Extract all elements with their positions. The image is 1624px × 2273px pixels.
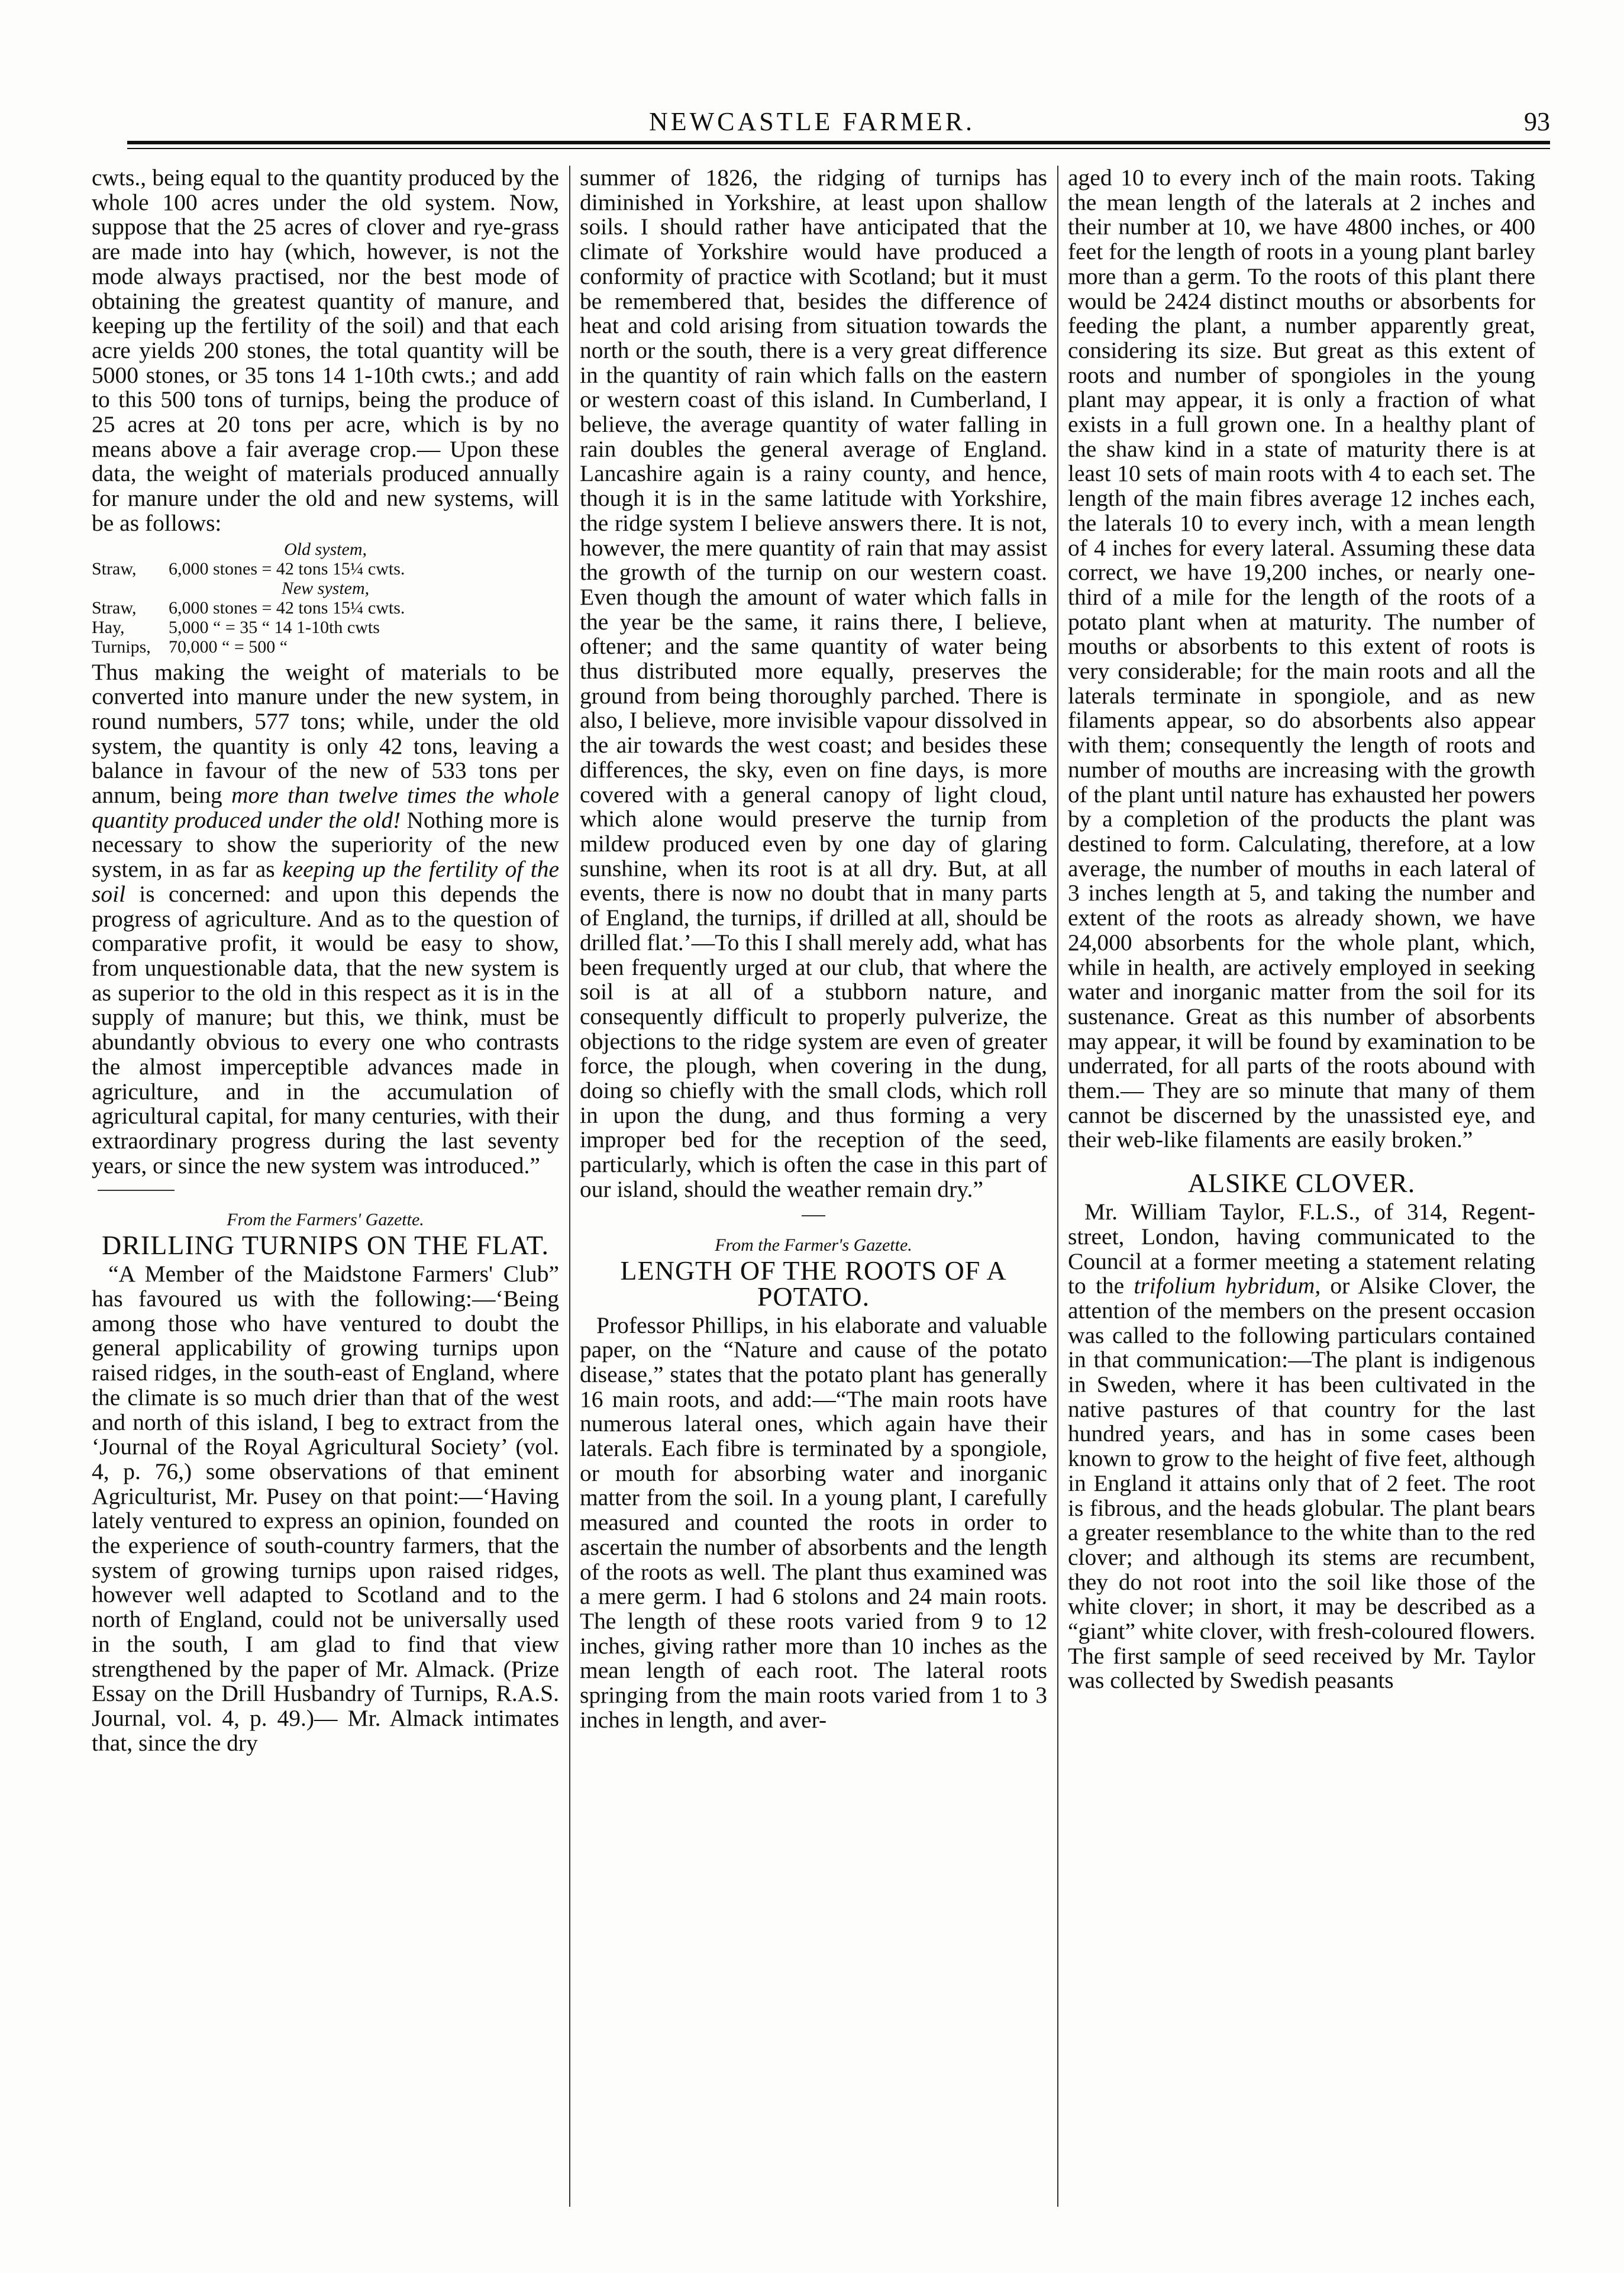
table-row xyxy=(92,618,559,637)
article-title: DRILLING TURNIPS ON THE FLAT. xyxy=(101,1230,550,1261)
article-title: ALSIKE CLOVER. xyxy=(1187,1168,1416,1199)
italic-emphasis: keeping up the fertility of the soil xyxy=(92,856,559,907)
article-title: LENGTH OF THE ROOTS OF A POTATO. xyxy=(620,1255,1007,1312)
column-divider xyxy=(1057,166,1058,2207)
article-paragraph: Professor Phillips, in his elaborate and valuable paper, on the “Nature and cause of the potato disease,” states that the potato plant has generally 16 main roots, and add:—“The main roots have numerous lateral ones, which again have their laterals. Each fibre is terminated by a spongiole, or mouth for absorbing water and inorganic matter from the soil. In a young plant, I carefully measured and counted the roots in order to ascertain the number of absorbents and the length of the roots as well. The plant thus examined was a mere germ. I had 6 stolons and 24 main roots. The length of these roots varied from 9 to 12 inches, giving rather more than 10 inches as the mean length of each root. The lateral roots springing from the main roots varied from 1 to 3 inches in length, and aver- xyxy=(580,1312,1047,1733)
text-run: or Alsike Clover, the attention of the members on the present occasion was called to the following particulars contained in that communication:—The plant is indigenous in Sweden, where it has been cultivated in the native pastures of that country for the last hundred years, and has in some cases been known to grow to the height of five feet, although in England it attains only that of 2 feet. The root is fibrous, and the heads globular. The plant bears a greater resemblance to the white than to the red clover; and although its stems are recumbent, they do not root into the soil like those of the white clover; in short, it may be described as a “giant” white clover, with fresh-coloured flowers. The first sample of seed received by Mr. Taylor was collected by Swedish peasants xyxy=(1068,1273,1535,1694)
source-credit: From the Farmers' Gazette. xyxy=(227,1210,424,1230)
column-divider xyxy=(569,166,570,2207)
table-row-value: 6,000 stones = 42 tons 15¼ cwts. xyxy=(169,558,405,579)
table-row-value: 5,000 “ = 35 “ 14 1-10th cwts xyxy=(169,617,380,637)
article-paragraph: aged 10 to every inch of the main roots. Taking the mean length of the laterals at 2 inches and their number at 10, we have 4800 inches, or 400 feet for the length of roots in a young plant barley more than a germ. To the roots of this plant there would be 2424 distinct mouths or absorbents for feeding the plant, a number apparently great, considering its size. But great as this extent of roots and number of spongioles in the young plant may appear, it is only a fraction of what exists in a full grown one. In a healthy plant of the shaw kind in a state of maturity there is at least 10 sets of main roots with 4 to each set. The length of the main fibres average 12 inches each, the laterals 10 to every inch, with a mean length of 4 inches for every lateral. Assuming these data correct, we have 19,200 inches, or nearly one-third of a mile for the length of the roots of a potato plant when at maturity. The number of mouths or absorbents to this extent of roots is very considerable; for the main roots and all the laterals terminate in spongiole, and as new filaments appear, so do absorbents also appear with them; consequently the length of roots and number of mouths are increasing with the growth of the plant until nature has exhausted her powers by a completion of the products the plant was destined to form. Calculating, therefore, at a low average, the number of mouths in each lateral of 3 inches length at 5, and taking the number and extent of the roots as already shown, we have 24,000 absorbents for the whole plant, which, while in health, are actively employed in seeking water and inorganic matter from the soil for its sustenance. Great as this number of absorbents may appear, it will be found by examination to be underrated, for all parts of the roots abound with them.— They are so minute that many of them cannot be discerned by the unassisted eye, and their web-like filaments are easily broken.” xyxy=(1068,164,1535,1153)
text-run: Thus making the weight of materials to be converted into manure under the new system, in round numbers, 577 tons; while, under the old system, the quantity is only 42 tons, leaving a balance in favour of the new of 533 tons per annum, being xyxy=(92,658,559,809)
header-rule-thin xyxy=(127,148,1550,149)
page-number: 93 xyxy=(1524,107,1550,136)
text-run: Mr. William Taylor, F.L.S., of 314, Regent-street, London, having communicated to the Council at a former meeting a statement relating to the xyxy=(1068,1199,1535,1299)
article-paragraph: cwts., being equal to the quantity produced by the whole 100 acres under the old system. Now, suppose that the 25 acres of clover and rye-grass are made into hay (which, however, is not the mode always practised, nor the best mode of obtaining the greatest quantity of manure, and keeping up the fertility of the soil) and that each acre yields 200 stones, the total quantity will be 5000 stones, or 35 tons 14 1-10th cwts.; and add to this 500 tons of turnips, being the produce of 25 acres at 20 tons per acre, which is by no means above a fair average crop.— Upon these data, the weight of materials produced annually for manure under the old and new systems, will be as follows: xyxy=(92,164,559,536)
table-row xyxy=(92,598,559,618)
source-credit: From the Farmer's Gazette. xyxy=(715,1235,912,1255)
table-row-label: Straw, xyxy=(92,598,137,618)
table-heading-new: New system, xyxy=(281,578,370,598)
table-row-value: 6,000 stones = 42 tons 15¼ cwts. xyxy=(169,598,405,618)
column-2 xyxy=(580,166,1047,1732)
article-paragraph xyxy=(1068,1200,1535,1693)
column-3 xyxy=(1068,166,1535,1693)
manure-table xyxy=(92,540,559,657)
table-row-label: Hay, xyxy=(92,617,125,637)
text-run: Nothing more is necessary to show the superiority of the new system, in as far as xyxy=(92,806,560,883)
table-row-label: Straw, xyxy=(92,558,137,579)
running-header-title: NEWCASTLE FARMER. xyxy=(648,107,976,136)
article-paragraph: “A Member of the Maidstone Farmers' Club” has favoured us with the following:—‘Being among those who have ventured to doubt the general applicability of growing turnips upon raised ridges, in the south-east of England, where the climate is so much drier than that of the west and north of this island, I beg to extract from the ‘Journal of the Royal Agricultural Society’ (vol. 4, p. 76,) some observations of that eminent Agriculturist, Mr. Pusey on that point:—‘Having lately ventured to express an opinion, founded on the experience of south-country farmers, that the system of growing turnips upon raised ridges, however well adapted to Scotland and to the north of England, could not be universally used in the south, I am glad to find that view strengthened by the paper of Mr. Almack. (Prize Essay on the Drill Husbandry of Turnips, R.A.S. Journal, vol. 4, p. 49.)— Mr. Almack intimates that, since the dry xyxy=(92,1261,559,1756)
section-separator xyxy=(802,1215,825,1216)
italic-emphasis: more than twelve times the whole quantity produced under the old! xyxy=(92,782,559,833)
table-row-label: Turnips, xyxy=(92,637,151,657)
column-1 xyxy=(92,166,559,1755)
text-run: is concerned: and upon this depends the progress of agriculture. And as to the question of comparative profit, it would be easy to show, from unquestionable data, that the new system is as superior to the old in this respect as it is in the supply of manure; but this, we think, must be abundantly obvious to every one who contrasts the almost imperceptible advances made in agriculture, and in the accumulation of agricultural capital, for many centuries, with their extraordinary progress during the last seventy years, or since the new system was introduced.” xyxy=(92,880,559,1179)
article-paragraph: summer of 1826, the ridging of turnips has diminished in Yorkshire, at least upon shallow soils. I should rather have anticipated that the climate of Yorkshire would have produced a conformity of practice with Scotland; but it must be remembered that, besides the difference of heat and cold arising from situation towards the north or the south, there is a very great difference in the quantity of rain which falls on the eastern or western coast of this island. In Cumberland, I believe, the average quantity of water falling in rain doubles the general average of England. Lancashire again is a rainy county, and hence, though it is in the same latitude with Yorkshire, the ridge system I believe answers there. It is not, however, the mere quantity of rain that may assist the growth of the turnip on our western coast. Even though the amount of water which falls in the year be the same, it rains there, I believe, oftener; and the same quantity of water being thus distributed more equally, preserves the ground from being thoroughly parched. There is also, I believe, more invisible vapour dissolved in the air towards the west coast; and besides these differences, the sky, even on fine days, is more covered with a general canopy of light cloud, which alone would preserve the turnip from mildew produced even by one day of glaring sunshine, when its root is at all dry. But, at all events, there is now no doubt that in many parts of England, the turnips, if drilled at all, should be drilled flat.’—To this I shall merely add, what has been frequently urged at our club, that where the soil is at all of a stubborn nature, and consequently difficult to properly pulverize, the objections to the ridge system are even of greater force, the plough, when covering in the dung, doing so chiefly with the small clods, which roll in upon the dung, and thus forming a very improper bed for the reception of the seed, particularly, which is often the case in this part of our island, should the weather remain dry.” xyxy=(580,164,1047,1202)
table-row-value: 70,000 “ = 500 “ xyxy=(169,637,288,657)
article-paragraph xyxy=(92,660,559,1179)
table-row xyxy=(92,637,559,657)
header-rule-thick xyxy=(127,141,1550,144)
table-row xyxy=(92,559,559,579)
section-separator xyxy=(98,1190,175,1191)
italic-emphasis: trifolium hybridum, xyxy=(1134,1273,1321,1299)
table-heading-old: Old system, xyxy=(284,539,367,559)
